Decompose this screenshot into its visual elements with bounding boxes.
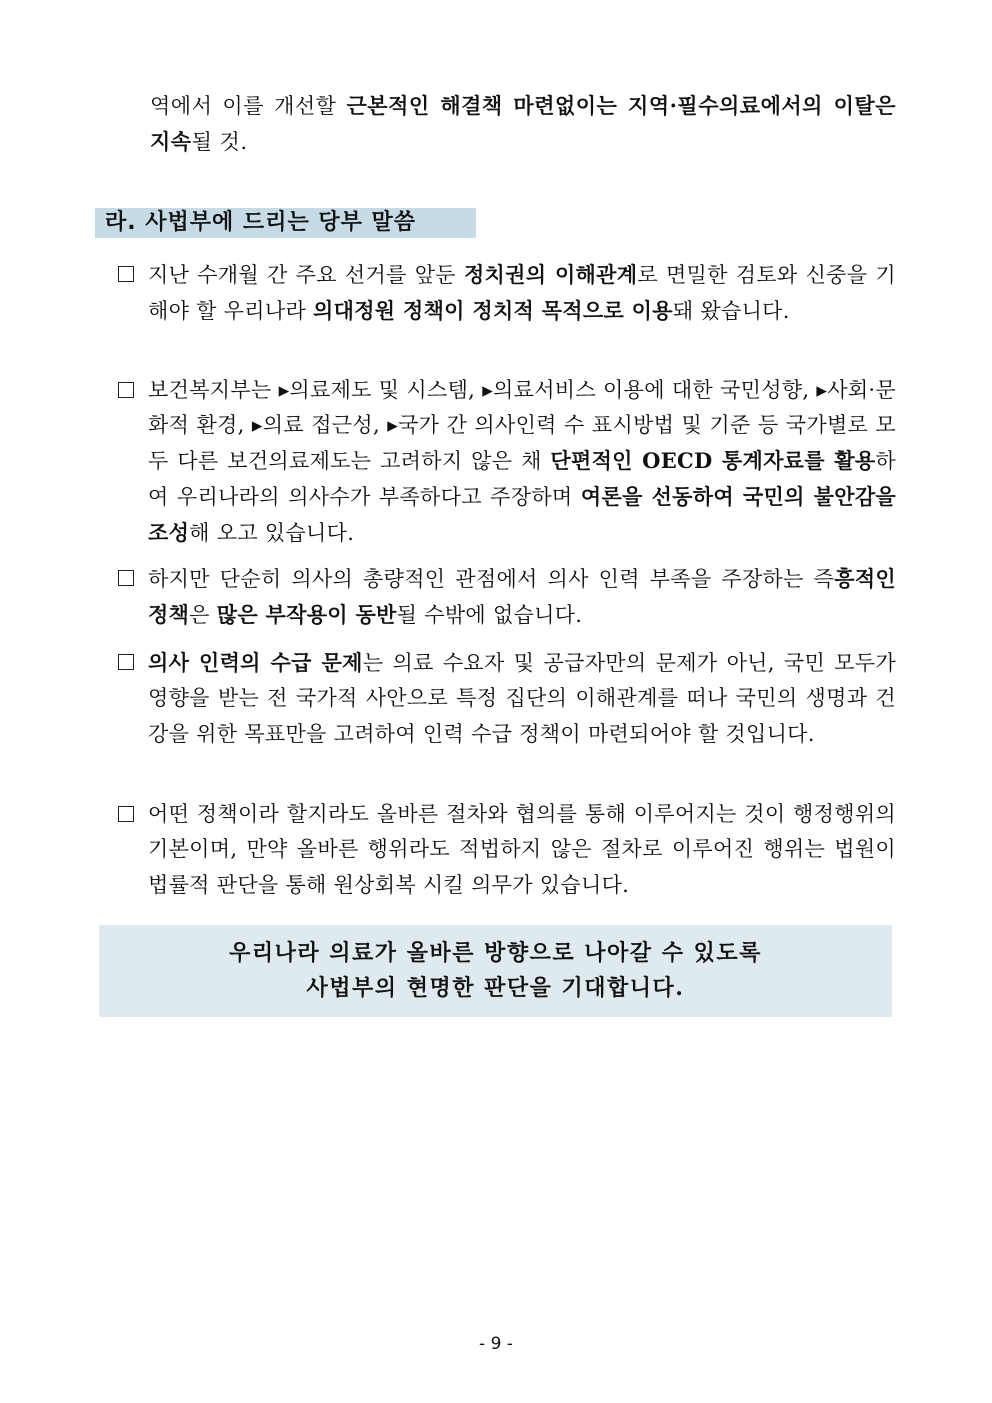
item-emphasis: 정치권의 이해관계 [463, 262, 638, 287]
item-text-part: 로 면밀한 검토와 신중을 기해야 할 우리나라 [148, 263, 896, 323]
item-emphasis: 의대정원 정책이 정치적 목적으로 이용 [313, 298, 673, 323]
page-number: - 9 - [479, 1334, 513, 1354]
item-emphasis: 여론을 선동하여 국민의 불안감을 조성 [148, 484, 896, 545]
checkbox-icon [118, 570, 134, 586]
item-text-part: 어떤 정책이라 할지라도 올바른 절차와 협의를 통해 이루어지는 것이 행정행위의 기본이며, 만약 올바른 행위라도 적법하지 않은 절차로 이루어진 행위는 법원이 법률적 판단을 통해 원상회복 시킬 의무가 있습니다. [148, 802, 896, 897]
checkbox-icon [118, 654, 134, 670]
bullet-item [118, 373, 896, 551]
checkbox-icon [118, 806, 134, 822]
item-text-part: 돼 왔습니다. [672, 299, 790, 323]
item-text-part: 될 수밖에 없습니다. [396, 603, 583, 627]
item-text-part: 해 오고 있습니다. [189, 521, 355, 545]
intro-paragraph [150, 88, 896, 160]
bullet-item [118, 797, 896, 903]
bullet-text [148, 257, 896, 329]
item-emphasis: 단편적인 OECD 통계자료를 활용 [550, 448, 876, 473]
item-text-part: 은 [189, 603, 217, 627]
callout-line-1: 우리나라 의료가 올바른 방향으로 나아갈 수 있도록 [229, 940, 762, 966]
section-heading: 라. 사법부에 드리는 당부 말씀 [95, 208, 476, 238]
checkbox-icon [118, 266, 134, 282]
bullet-text [148, 645, 896, 752]
closing-callout [99, 925, 892, 1017]
callout-line-2: 사법부의 현명한 판단을 기대합니다. [306, 975, 685, 1001]
bullet-text [148, 373, 896, 551]
bullet-item [118, 257, 896, 329]
item-text-part: 하여 우리나라의 의사수가 부족하다고 주장하며 [148, 449, 896, 509]
intro-text: 역에서 이를 개선할 [150, 94, 347, 118]
bullet-item [118, 645, 896, 752]
intro-emphasis: 근본적인 해결책 마련없이는 지역·필수의료에서의 이탈은 지속 [150, 93, 896, 154]
item-text-part: 보건복지부는 ▸의료제도 및 시스템, ▸의료서비스 이용에 대한 국민성향, ▸사회·문화적 환경, ▸의료 접근성, ▸국가 간 의사인력 수 표시방법 및 기준 등 국가별로 모두 다른 보건의료제도는 고려하지 않은 채 [148, 378, 896, 473]
item-text-part: 지난 수개월 간 주요 선거를 앞둔 [148, 263, 464, 287]
item-text-part: 는 의료 수요자 및 공급자만의 문제가 아닌, 국민 모두가 영향을 받는 전 국가적 사안으로 특정 집단의 이해관계를 떠나 국민의 생명과 건강을 위한 목표만을 고려하여 인력 수급 정책이 마련되어야 할 것입니다. [148, 651, 896, 746]
bullet-item [118, 561, 896, 633]
checkbox-icon [118, 382, 134, 398]
item-emphasis: 의사 인력의 수급 문제 [148, 650, 363, 675]
item-text-part: 하지만 단순히 의사의 총량적인 관점에서 의사 인력 부족을 주장하는 즉 [148, 567, 835, 591]
bullet-text [148, 797, 896, 903]
intro-text-end: 될 것. [191, 130, 248, 154]
item-emphasis: 많은 부작용이 동반 [216, 602, 397, 627]
item-emphasis: 흥적인 정책 [148, 566, 896, 627]
bullet-text [148, 561, 896, 633]
